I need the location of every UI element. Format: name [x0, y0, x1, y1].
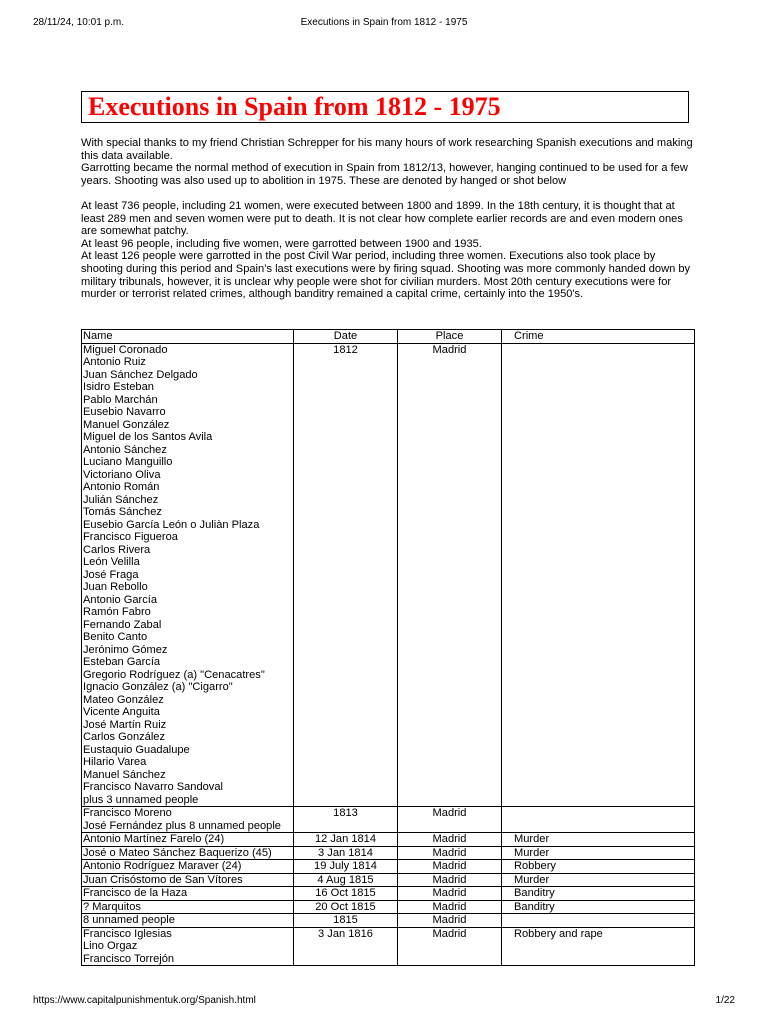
- table-row: [82, 343, 695, 807]
- cell-names: [82, 900, 294, 914]
- cell-date: 19 July 1814: [294, 860, 398, 874]
- person-name: Ignacio González (a) "Cigarro": [83, 681, 233, 693]
- person-name: Juan Sánchez Delgado: [83, 368, 198, 381]
- cell-place: Madrid: [398, 887, 502, 901]
- person-name: Miguel de los Santos Avila: [83, 431, 213, 443]
- person-name: Antonio García: [83, 593, 157, 606]
- intro-text: [81, 137, 693, 301]
- person-name: Victoriano Oliva: [83, 468, 161, 481]
- person-name: Fernando Zabal: [83, 618, 162, 631]
- table-row: [82, 914, 695, 928]
- person-name: Francisco Figueroa: [83, 531, 178, 543]
- header-date: Date: [294, 330, 398, 344]
- person-name: 8 unnamed people: [83, 914, 175, 926]
- cell-place: Madrid: [398, 343, 502, 807]
- cell-names: [82, 833, 294, 847]
- person-name: Juan Rebollo: [83, 581, 148, 593]
- person-name: Tomás Sánchez: [83, 506, 162, 518]
- cell-crime: Murder: [502, 846, 695, 860]
- person-name: Pablo Marchán: [83, 393, 158, 406]
- cell-crime: Robbery: [502, 860, 695, 874]
- cell-date: 1813: [294, 807, 398, 833]
- cell-crime: [502, 914, 695, 928]
- person-name: Julián Sánchez: [83, 493, 159, 506]
- person-name: Francisco Moreno: [83, 807, 172, 819]
- cell-place: Madrid: [398, 873, 502, 887]
- person-name: Eusebio García León o Juliàn Plaza: [83, 518, 260, 531]
- person-name: José o Mateo Sánchez Baquerizo (45): [83, 846, 272, 859]
- person-name: Ramón Fabro: [83, 606, 151, 618]
- cell-date: 3 Jan 1816: [294, 927, 398, 966]
- cell-names: [82, 807, 294, 833]
- table-row: [82, 860, 695, 874]
- person-name: Antonio Martínez Farelo (24): [83, 833, 225, 845]
- cell-names: [82, 343, 294, 807]
- cell-place: Madrid: [398, 914, 502, 928]
- person-name: Hilario Varea: [83, 756, 147, 768]
- header-name: Name: [82, 330, 294, 344]
- person-name: Gregorio Rodríguez (a) "Cenacatres": [83, 668, 265, 681]
- print-page-number: 1/22: [715, 995, 735, 1006]
- cell-crime: Murder: [502, 873, 695, 887]
- cell-place: Madrid: [398, 927, 502, 966]
- person-name: Isidro Esteban: [83, 381, 154, 393]
- person-name: Lino Orgaz: [83, 940, 138, 952]
- person-name: Mateo González: [83, 693, 164, 706]
- person-name: José Fernández plus 8 unnamed people: [83, 819, 281, 832]
- cell-crime: Murder: [502, 833, 695, 847]
- cell-date: 4 Aug 1815: [294, 873, 398, 887]
- person-name: Antonio Rodríguez Maraver (24): [83, 860, 242, 872]
- person-name: Carlos Rivera: [83, 543, 151, 556]
- person-name: Juan Crisóstomo de San Vítores: [83, 873, 243, 886]
- person-name: José Fraga: [83, 568, 139, 581]
- cell-date: 12 Jan 1814: [294, 833, 398, 847]
- title-box: [81, 91, 689, 123]
- intro-spacer: [81, 187, 693, 200]
- intro-paragraph: Garrotting became the normal method of execution in Spain from 1812/13, however, hanging continued to be used for a few years. Shooting was also used up to abolition in 1975. These are denoted by hanged or shot below: [81, 162, 688, 187]
- cell-place: Madrid: [398, 846, 502, 860]
- cell-names: [82, 887, 294, 901]
- table-row: [82, 833, 695, 847]
- cell-names: [82, 873, 294, 887]
- person-name: Antonio Sánchez: [83, 443, 167, 456]
- person-name: León Velilla: [83, 556, 140, 568]
- person-name: Miguel Coronado: [83, 343, 168, 356]
- table-header-row: [82, 330, 695, 344]
- intro-paragraph: At least 96 people, including five women, were garrotted between 1900 and 1935.: [81, 237, 482, 250]
- intro-paragraph: With special thanks to my friend Christian Schrepper for his many hours of work researching Spanish executions and making this data available.: [81, 137, 693, 162]
- person-name: Carlos González: [83, 731, 166, 743]
- print-page-title: Executions in Spain from 1812 - 1975: [300, 17, 468, 28]
- cell-crime: Robbery and rape: [502, 927, 695, 966]
- person-name: Benito Canto: [83, 631, 148, 643]
- print-datetime: 28/11/24, 10:01 p.m.: [33, 17, 124, 28]
- table-row: [82, 927, 695, 966]
- person-name: José Martín Ruiz: [83, 718, 167, 731]
- person-name: Francisco Navarro Sandoval: [83, 781, 223, 793]
- cell-place: Madrid: [398, 900, 502, 914]
- header-crime: Crime: [502, 330, 695, 344]
- person-name: Eusebio Navarro: [83, 406, 166, 418]
- executions-table: [81, 329, 695, 966]
- cell-date: 3 Jan 1814: [294, 846, 398, 860]
- cell-place: Madrid: [398, 860, 502, 874]
- cell-date: 20 Oct 1815: [294, 900, 398, 914]
- table-row: [82, 807, 695, 833]
- cell-place: Madrid: [398, 807, 502, 833]
- cell-date: 1815: [294, 914, 398, 928]
- person-name: Francisco Iglesias: [83, 927, 172, 940]
- person-name: Luciano Manguillo: [83, 456, 173, 468]
- person-name: Manuel González: [83, 418, 170, 431]
- table-row: [82, 900, 695, 914]
- person-name: Antonio Ruiz: [83, 356, 146, 368]
- cell-names: [82, 927, 294, 966]
- person-name: plus 3 unnamed people: [83, 793, 199, 806]
- cell-names: [82, 860, 294, 874]
- cell-crime: [502, 807, 695, 833]
- cell-crime: Banditry: [502, 887, 695, 901]
- person-name: Vicente Anguita: [83, 706, 160, 718]
- person-name: Esteban García: [83, 656, 161, 668]
- page-title: Executions in Spain from 1812 - 1975: [88, 92, 501, 121]
- table-row: [82, 873, 695, 887]
- cell-names: [82, 846, 294, 860]
- person-name: Francisco Torrejón: [83, 952, 175, 965]
- print-url: https://www.capitalpunishmentuk.org/Spanish.html: [33, 995, 256, 1006]
- person-name: Jerónimo Gómez: [83, 643, 168, 656]
- header-place: Place: [398, 330, 502, 344]
- cell-crime: Banditry: [502, 900, 695, 914]
- table-row: [82, 887, 695, 901]
- intro-paragraph: At least 126 people were garrotted in the post Civil War period, including three women. Executions also took place by shooting during this period and Spain’s last executions were by firing squad. Shooting was more commonly handed down by military tribunals, however, it is unclear why people were shot for civilian murders. Most 20th century executions were for murder or terrorist related crimes, although banditry remained a capital crime, certainly into the 1950's.: [81, 250, 691, 301]
- person-name: Francisco de la Haza: [83, 887, 188, 899]
- table-row: [82, 846, 695, 860]
- person-name: Antonio Román: [83, 481, 160, 493]
- cell-place: Madrid: [398, 833, 502, 847]
- cell-names: [82, 914, 294, 928]
- cell-crime: [502, 343, 695, 807]
- cell-date: 16 Oct 1815: [294, 887, 398, 901]
- cell-date: 1812: [294, 343, 398, 807]
- intro-paragraph: At least 736 people, including 21 women, were executed between 1800 and 1899. In the 18th century, it is thought that at least 289 men and seven women were put to death. It is not clear how complete earlier records are and even modern ones are somewhat patchy.: [81, 199, 683, 238]
- person-name: ? Marquitos: [83, 900, 141, 913]
- person-name: Eustaquio Guadalupe: [83, 743, 190, 756]
- person-name: Manuel Sánchez: [83, 768, 166, 781]
